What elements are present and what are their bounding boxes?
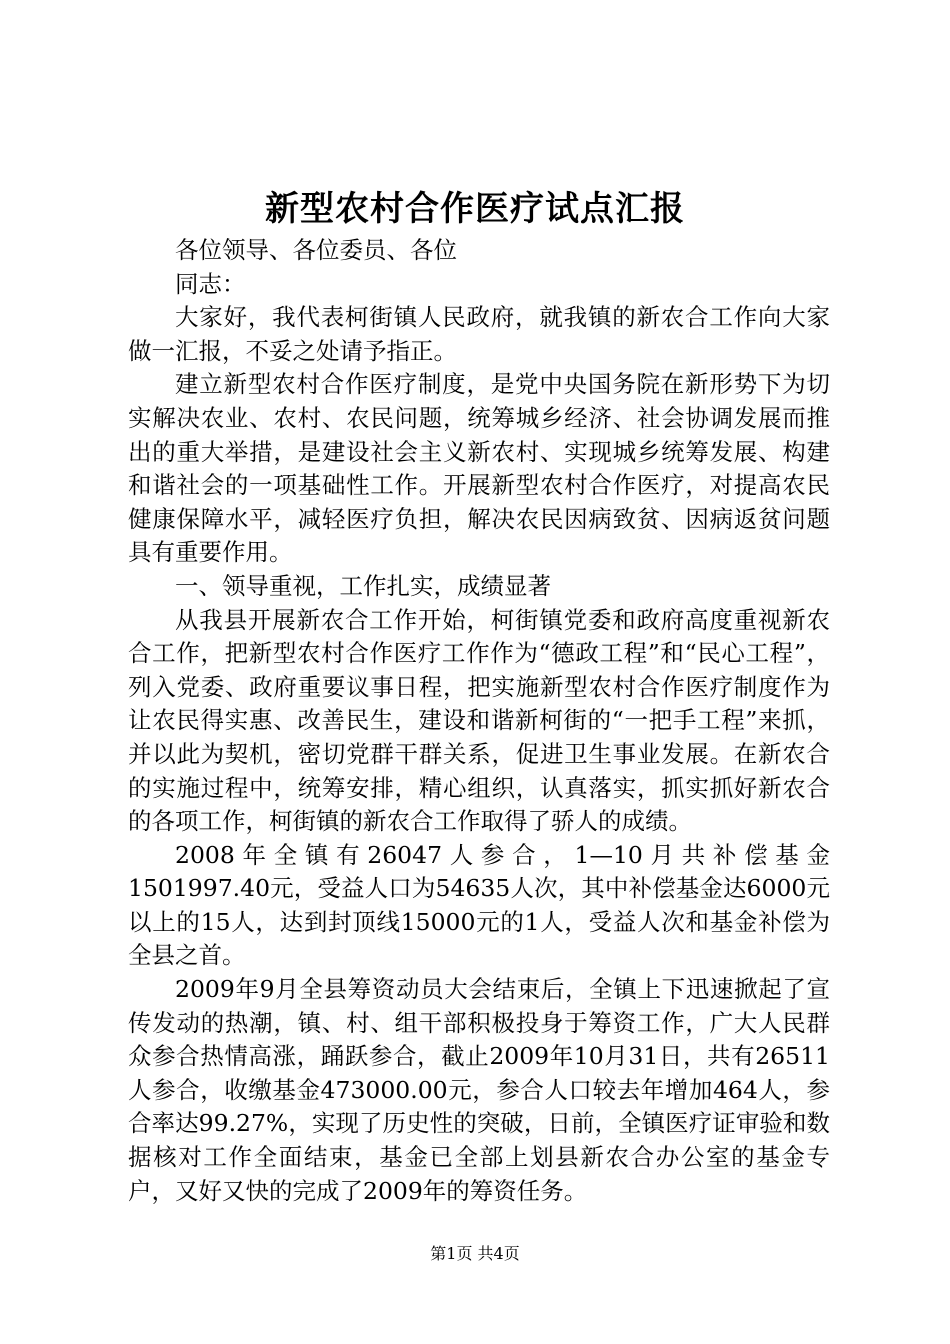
paragraph-background: 建立新型农村合作医疗制度，是党中央国务院在新形势下为切实解决农业、农村、农民问题，统筹城乡经济、社会协调发展而推出的重大举措，是建设社会主义新农村、实现城乡统筹发展、构建和谐社会的一项基础性工作。开展新型农村合作医疗，对提高农民健康保障水平，减轻医疗负担，解决农民因病致贫、因病返贫问题具有重要作用。: [128, 370, 830, 567]
salutation-line-1: 各位领导、各位委员、各位: [175, 236, 457, 264]
document-title: 新型农村合作医疗试点汇报: [265, 189, 685, 229]
paragraph-intro: 大家好，我代表柯街镇人民政府，就我镇的新农合工作向大家做一汇报，不妥之处请予指正。: [128, 303, 830, 365]
salutation-line-2: 同志：: [175, 269, 246, 298]
section-heading-1: 一、领导重视，工作扎实，成绩显著: [175, 571, 551, 600]
paragraph-leadership: 从我县开展新农合工作开始，柯街镇党委和政府高度重视新农合工作，把新型农村合作医疗工作作为“德政工程”和“民心工程”，列入党委、政府重要议事日程，把实施新型农村合作医疗制度作为让农民得实惠、改善民生，建设和谐新柯街的“一把手工程”来抓，并以此为契机，密切党群干群关系，促进卫生事业发展。在新农合的实施过程中，统筹安排，精心组织，认真落实，抓实抓好新农合的各项工作，柯街镇的新农合工作取得了骄人的成绩。: [128, 605, 830, 836]
paragraph-2009-fundraising: 2009年9月全县筹资动员大会结束后，全镇上下迅速掀起了宣传发动的热潮，镇、村、组干部积极投身于筹资工作，广大人民群众参合热情高涨，踊跃参合，截止2009年10月31日，共有26511人参合，收缴基金473000.00元，参合人口较去年增加464人，参合率达99.27%，实现了历史性的突破，日前，全镇医疗证审验和数据核对工作全面结束，基金已全部上划县新农合办公室的基金专户，又好又快的完成了2009年的筹资任务。: [128, 975, 830, 1205]
paragraph-2008-stats: 2008年全镇有26047人参合，1—10月共补偿基金1501997.40元，受益人口为54635人次，其中补偿基金达6000元以上的15人，达到封顶线15000元的1人，受益人次和基金补偿为全县之首。: [128, 840, 830, 970]
document-body: [128, 234, 830, 1208]
page-number: 第1页 共4页: [430, 1244, 520, 1263]
